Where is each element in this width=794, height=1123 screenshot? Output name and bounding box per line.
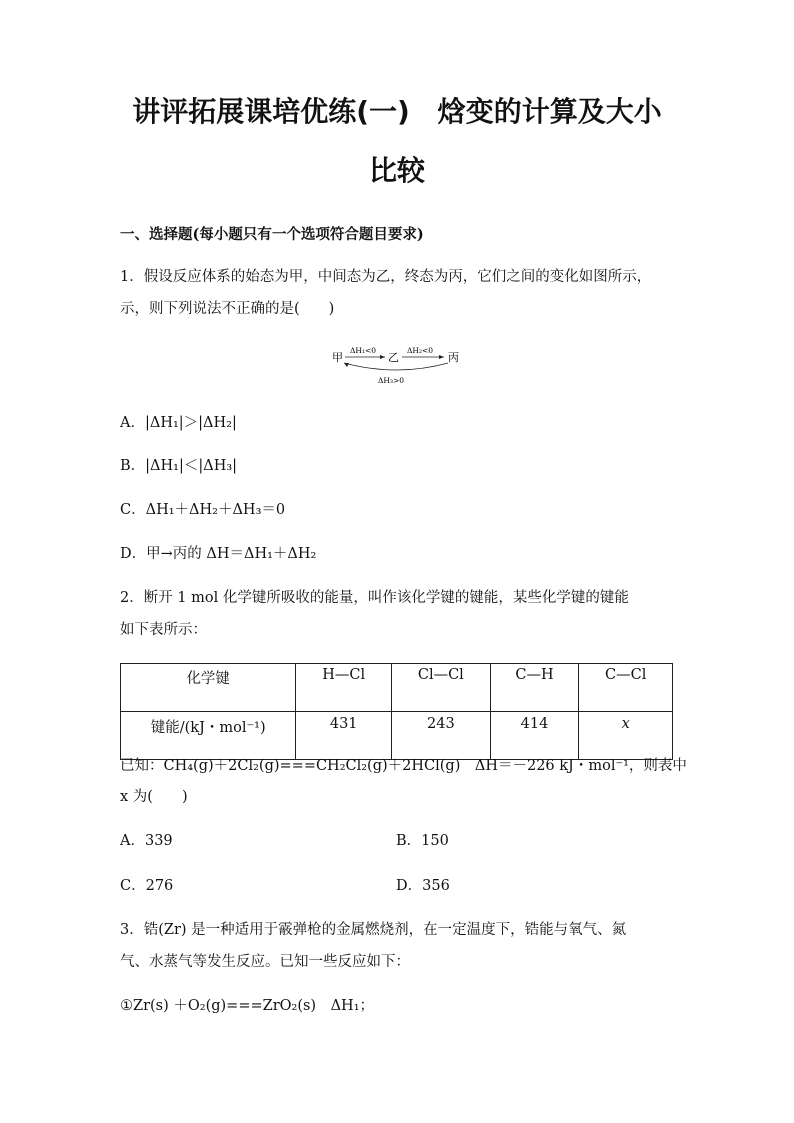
q2-given-line1: 已知：CH₄(g)＋2Cl₂(g)===CH₂Cl₂(g)＋2HCl(g) ΔH＝－226 kJ・mol⁻¹，则表中 — [120, 758, 687, 774]
q2-option-d: D．356 — [396, 878, 450, 894]
page-title-line2: 比较 — [368, 154, 425, 187]
bond-energy-table — [120, 663, 673, 760]
reaction-path-diagram — [330, 343, 464, 385]
table-header-cell: 化学键 — [121, 664, 296, 712]
state-bing: 丙 — [448, 351, 459, 364]
q2-option-b: B．150 — [396, 833, 449, 849]
table-header-cell: C—H — [490, 664, 579, 712]
q1-stem-line2: 示，则下列说法不正确的是( ) — [120, 301, 335, 317]
q2-stem-line1: 2．断开 1 mol 化学键所吸收的能量，叫作该化学键的键能，某些化学键的键能 — [120, 590, 629, 606]
table-cell: 431 — [296, 712, 392, 760]
q1-option-c: C．ΔH₁＋ΔH₂＋ΔH₃＝0 — [120, 502, 286, 518]
q3-reaction-1: ①Zr(s) ＋O₂(g)===ZrO₂(s) ΔH₁； — [120, 998, 375, 1014]
state-yi: 乙 — [388, 351, 399, 364]
section-header: 一、选择题(每小题只有一个选项符合题目要求) — [120, 226, 424, 243]
arrow3-label: ΔH₃>0 — [378, 376, 405, 385]
q2-stem-line2: 如下表所示： — [120, 622, 207, 638]
table-row-label: 键能/(kJ・mol⁻¹) — [121, 712, 296, 760]
q1-option-a: A．|ΔH₁|＞|ΔH₂| — [120, 415, 237, 431]
page-title-line1: 讲评拓展课培优练(一) 焓变的计算及大小 — [132, 95, 662, 128]
table-cell: 414 — [490, 712, 579, 760]
q2-option-a: A．339 — [120, 833, 173, 849]
table-row — [121, 712, 673, 760]
table-cell: 243 — [392, 712, 491, 760]
arrow2-head — [439, 355, 444, 359]
arrow3-curve — [344, 363, 448, 370]
table-header-cell: Cl—Cl — [392, 664, 491, 712]
q3-stem-line1: 3．锆(Zr) 是一种适用于霰弹枪的金属燃烧剂，在一定温度下，锆能与氧气、氮 — [120, 922, 627, 938]
q2-given-line2: x 为( ) — [120, 789, 188, 805]
q1-option-b: B．|ΔH₁|＜|ΔH₃| — [120, 458, 238, 474]
arrow2-label: ΔH₂<0 — [407, 346, 434, 355]
arrow1-head — [380, 355, 385, 359]
q1-option-d: D．甲→丙的 ΔH＝ΔH₁＋ΔH₂ — [120, 546, 317, 562]
table-header-row — [121, 664, 673, 712]
q2-option-c: C．276 — [120, 878, 174, 894]
table-header-cell: H—Cl — [296, 664, 392, 712]
arrow3-head — [344, 363, 349, 367]
q3-stem-line2: 气、水蒸气等发生反应。已知一些反应如下： — [120, 954, 410, 970]
table-cell: x — [579, 712, 673, 760]
q1-stem-line1: 1．假设反应体系的始态为甲，中间态为乙，终态为丙，它们之间的变化如图所示， — [120, 269, 652, 285]
table-header-cell: C—Cl — [579, 664, 673, 712]
arrow1-label: ΔH₁<0 — [350, 346, 377, 355]
state-jia: 甲 — [332, 351, 343, 364]
